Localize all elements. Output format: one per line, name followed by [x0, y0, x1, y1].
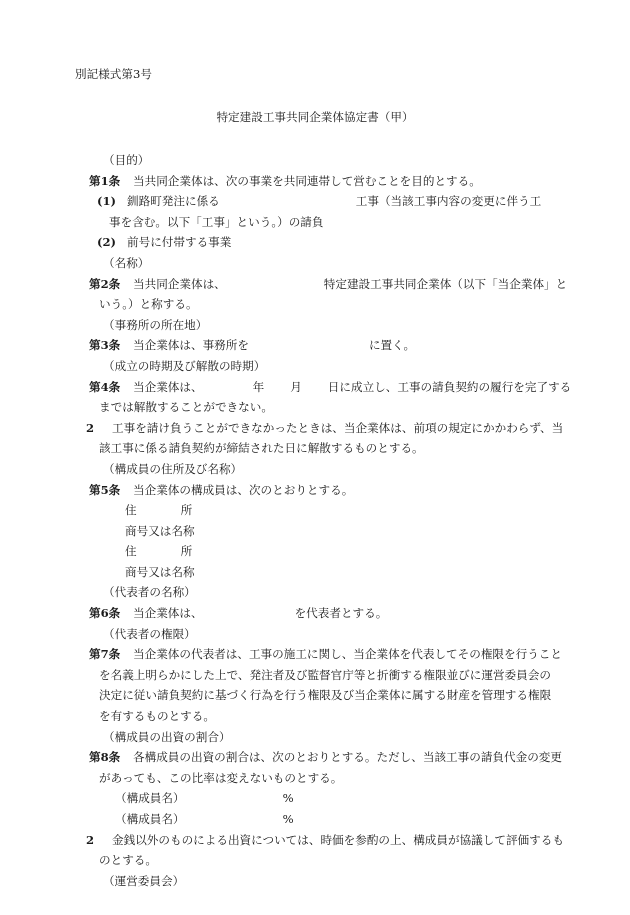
article3-text-a: 当企業体は、事務所を — [133, 338, 249, 353]
article6-heading — [89, 582, 579, 603]
label-spacing — [137, 541, 181, 562]
article3-text-b: に置く。 — [368, 338, 416, 353]
article9-heading-text: （運営委員会） — [103, 873, 185, 888]
share-percent-1: % — [282, 791, 294, 806]
article3-line — [89, 335, 579, 356]
share-row-1 — [89, 788, 579, 809]
blank-share-1 — [185, 788, 283, 809]
article4-para2 — [86, 418, 579, 439]
article4-para2-text-b: 該工事に係る請負契約が締結された日に解散するものとする。 — [99, 441, 424, 456]
article1-heading — [89, 150, 579, 171]
share-member-label-2: （構成員名） — [115, 812, 185, 826]
article8-para2-text-a: 金銭以外のものによる出資については、時価を参酌の上、構成員が協議して評価するも — [112, 832, 564, 847]
article2-text-c: いう。）と称する。 — [99, 297, 198, 312]
article5-number: 第5条 — [89, 482, 121, 497]
article8-para2 — [86, 830, 579, 851]
label-spacing — [137, 500, 181, 521]
article4-text-b: 日に成立し、工事の請負契約の履行を完了する — [327, 379, 572, 394]
blank-month — [264, 377, 290, 398]
article4-number: 第4条 — [89, 379, 121, 394]
member2-name-row — [89, 562, 579, 583]
article8-line2 — [89, 768, 579, 789]
article9-heading — [89, 871, 579, 892]
article4-month: 月 — [290, 379, 302, 394]
article8-para2-cont — [89, 850, 579, 871]
article6-text-a: 当企業体は、 — [133, 606, 203, 621]
article5-heading — [89, 459, 579, 480]
article4-para2-number: 2 — [86, 420, 95, 435]
member2-address-label-a: 住 — [125, 544, 137, 559]
blank-construction-name — [220, 191, 356, 212]
member2-address-label-b: 所 — [180, 544, 193, 559]
article8-para2-number: 2 — [86, 832, 95, 847]
article8-heading-text: （構成員の出資の割合） — [103, 729, 231, 744]
article6-line — [89, 603, 579, 624]
article4-line — [89, 377, 579, 398]
document-title: 特定建設工事共同企業体協定書（甲） — [216, 110, 414, 124]
article7-heading — [89, 624, 579, 645]
article7-text-2: を名義上明らかにした上で、発注者及び監督官庁等と折衝する権限並びに運営委員会の — [99, 667, 551, 682]
share-member-label-1: （構成員名） — [115, 791, 185, 806]
article4-text-c: までは解散することができない。 — [99, 400, 273, 415]
article3-heading — [89, 315, 579, 336]
article7-text-1: 当企業体の代表者は、工事の施工に関し、当企業体を代表してその権限を行うこと — [133, 647, 562, 662]
blank-representative — [203, 603, 295, 624]
article8-line1 — [89, 747, 579, 768]
agreement-body — [86, 150, 579, 891]
article2-heading — [89, 253, 579, 274]
member1-address-label-a: 住 — [125, 503, 137, 518]
article8-text-2: があっても、この比率は変えないものとする。 — [99, 770, 343, 785]
article2-number: 第2条 — [89, 276, 121, 291]
article4-text-a: 当企業体は、 — [133, 379, 203, 394]
article4-year: 年 — [252, 379, 265, 394]
article8-number: 第8条 — [89, 750, 121, 765]
article1-heading-text: （目的） — [103, 153, 150, 167]
blank-year — [203, 377, 253, 398]
article4-para2-text-a: 工事を請け負うことができなかったときは、当企業体は、前項の規定にかかわらず、当 — [112, 420, 564, 435]
article7-line3 — [89, 685, 579, 706]
article8-para2-text-b: のとする。 — [99, 853, 157, 868]
blank-share-2 — [185, 809, 283, 830]
article2-heading-text: （名称） — [103, 255, 150, 270]
article5-line — [89, 480, 579, 501]
blank-office-address — [249, 335, 369, 356]
member2-address-row — [89, 541, 579, 562]
member1-address-label-b: 所 — [180, 503, 193, 518]
article2-cont — [89, 294, 579, 315]
article7-text-4: を有するものとする。 — [99, 709, 215, 724]
article1-text: 当共同企業体は、次の事業を共同連帯して営むことを目的とする。 — [133, 173, 481, 188]
article4-cont — [89, 397, 579, 418]
article5-text: 当企業体の構成員は、次のとおりとする。 — [133, 482, 354, 497]
member1-name-label: 商号又は名称 — [125, 523, 195, 538]
member2-name-label: 商号又は名称 — [125, 564, 195, 579]
blank-day — [302, 377, 328, 398]
share-percent-2: % — [282, 812, 294, 826]
article6-number: 第6条 — [89, 606, 121, 621]
article1-item2 — [89, 232, 579, 253]
article7-line2 — [89, 665, 579, 686]
article1-item1-text-a: 釧路町発注に係る — [127, 194, 220, 209]
article1-item2-number: (2) — [97, 235, 117, 250]
article3-number: 第3条 — [89, 338, 121, 353]
member1-address-row — [89, 500, 579, 521]
article6-heading-text: （代表者の名称） — [103, 585, 196, 600]
share-row-2 — [89, 809, 579, 830]
article5-heading-text: （構成員の住所及び名称） — [103, 461, 243, 476]
article4-heading — [89, 356, 579, 377]
article1-item1 — [89, 191, 579, 212]
article1-item1-cont — [89, 212, 579, 233]
article7-line4 — [89, 706, 579, 727]
article7-text-3: 決定に従い請負契約に基づく行為を行う権限及び当企業体に属する財産を管理する権限 — [99, 688, 552, 703]
article4-heading-text: （成立の時期及び解散の時期） — [103, 358, 266, 373]
article8-heading — [89, 727, 579, 748]
article2-line — [89, 274, 579, 295]
article7-number: 第7条 — [89, 647, 121, 662]
article3-heading-text: （事務所の所在地） — [103, 317, 208, 332]
article8-text-1: 各構成員の出資の割合は、次のとおりとする。ただし、当該工事の請負代金の変更 — [133, 750, 562, 765]
article1-item1-number: (1) — [97, 194, 117, 209]
article7-line1 — [89, 644, 579, 665]
article1-item1-text-b: 工事（当該工事内容の変更に伴う工 — [355, 194, 542, 209]
article1-line — [89, 171, 579, 192]
article1-number: 第1条 — [89, 173, 121, 188]
article7-heading-text: （代表者の権限） — [103, 626, 196, 641]
member1-name-row — [89, 521, 579, 542]
blank-jv-name — [226, 274, 324, 295]
article4-para2-cont — [89, 438, 579, 459]
form-number: 別記様式第3号 — [75, 67, 152, 81]
article2-text-b: 特定建設工事共同企業体（以下「当企業体」と — [323, 276, 568, 291]
article2-text-a: 当共同企業体は、 — [133, 276, 226, 291]
article6-text-b: を代表者とする。 — [294, 606, 388, 621]
article1-item2-text: 前号に付帯する事業 — [127, 235, 232, 250]
article1-item1-text-c: 事を含む。以下「工事」という。）の請負 — [109, 214, 324, 229]
